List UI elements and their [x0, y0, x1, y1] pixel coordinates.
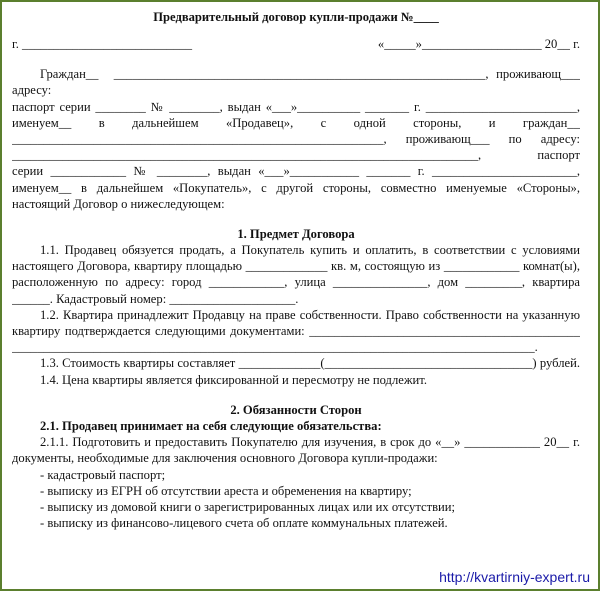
preamble-line: адресу: [12, 83, 52, 98]
section2-line: 2.1.1. Подготовить и предоставить Покупателю для изучения, в срок до «__» ____________ 20__ г. [40, 435, 580, 450]
section2-body [12, 434, 580, 531]
preamble-line: Граждан__ ___________________________________________________________, проживающ___ [40, 67, 580, 82]
watermark-link: http://kvartirniy-expert.ru [439, 569, 590, 585]
contract-document [12, 8, 580, 531]
section1-line: 1.4. Цена квартиры является фиксированной и пересмотру не подлежит. [40, 372, 427, 387]
section1-body [12, 242, 580, 388]
preamble [12, 66, 580, 212]
section2-heading: 2. Обязанности Сторон [230, 402, 362, 417]
section1-line: расположенную по адресу: город ____________, улица _______________, дом _________, квартира [12, 275, 580, 290]
preamble-line: паспорт серии ________ № ________, выдан «___»__________ _______ г. ________________________, [12, 99, 580, 114]
list-item: - кадастровый паспорт; [40, 467, 166, 482]
list-item: - выписку из финансово-лицевого счета об оплате коммунальных платежей. [40, 516, 448, 531]
city-field: г. ___________________________ [12, 37, 193, 51]
preamble-line: именуем__ в дальнейшем «Покупатель», с другой стороны, совместно именуемые «Стороны», [12, 180, 580, 195]
section1-line: 1.2. Квартира принадлежит Продавцу на праве собственности. Право собственности на указанную [40, 307, 580, 322]
city-date-line [12, 36, 580, 52]
section1-line: квартиру подтверждается следующими документами: ___________________________________________ [12, 324, 580, 338]
section2-subheading: 2.1. Продавец принимает на себя следующие обязательства: [40, 418, 382, 433]
preamble-line: серии ____________ № ________, выдан «___»___________ _______ г. _______________________, [12, 164, 580, 179]
section2-line: документы, необходимые для заключения основного Договора купли-продажи: [12, 451, 438, 466]
date-field: «_____»___________________ 20__ г. [377, 37, 580, 51]
list-item: - выписку из домовой книги о зарегистрированных лицах или их отсутствии; [40, 499, 456, 514]
section1-line: настоящего Договора, квартиру площадью _____________ кв. м, состоящую из ____________ комнат(ы), [12, 259, 580, 274]
list-item: - выписку из ЕГРН об отсутствии ареста и обременения на квартиру; [40, 483, 412, 498]
section1-line: ______. Кадастровый номер: ____________________. [12, 291, 299, 306]
preamble-line: именуем__ в дальнейшем «Продавец», с одной стороны, и граждан__ [12, 115, 580, 130]
section1-heading: 1. Предмет Договора [237, 226, 355, 241]
document-title: Предварительный договор купли-продажи №____ [153, 10, 439, 24]
preamble-line: настоящий Договор о нижеследующем: [12, 196, 225, 211]
preamble-line: __________________________________________________________________________, паспорт [12, 148, 580, 163]
section1-line: 1.1. Продавец обязуется продать, а Покупатель купить и оплатить, в соответствии с условиями [40, 243, 580, 258]
section1-line: 1.3. Стоимость квартиры составляет _____________(_________________________________) рублей. [40, 356, 580, 371]
preamble-line: ___________________________________________________________, проживающ___ по адресу: [12, 131, 580, 146]
section1-line: ___________________________________________________________________________________. [12, 340, 538, 355]
